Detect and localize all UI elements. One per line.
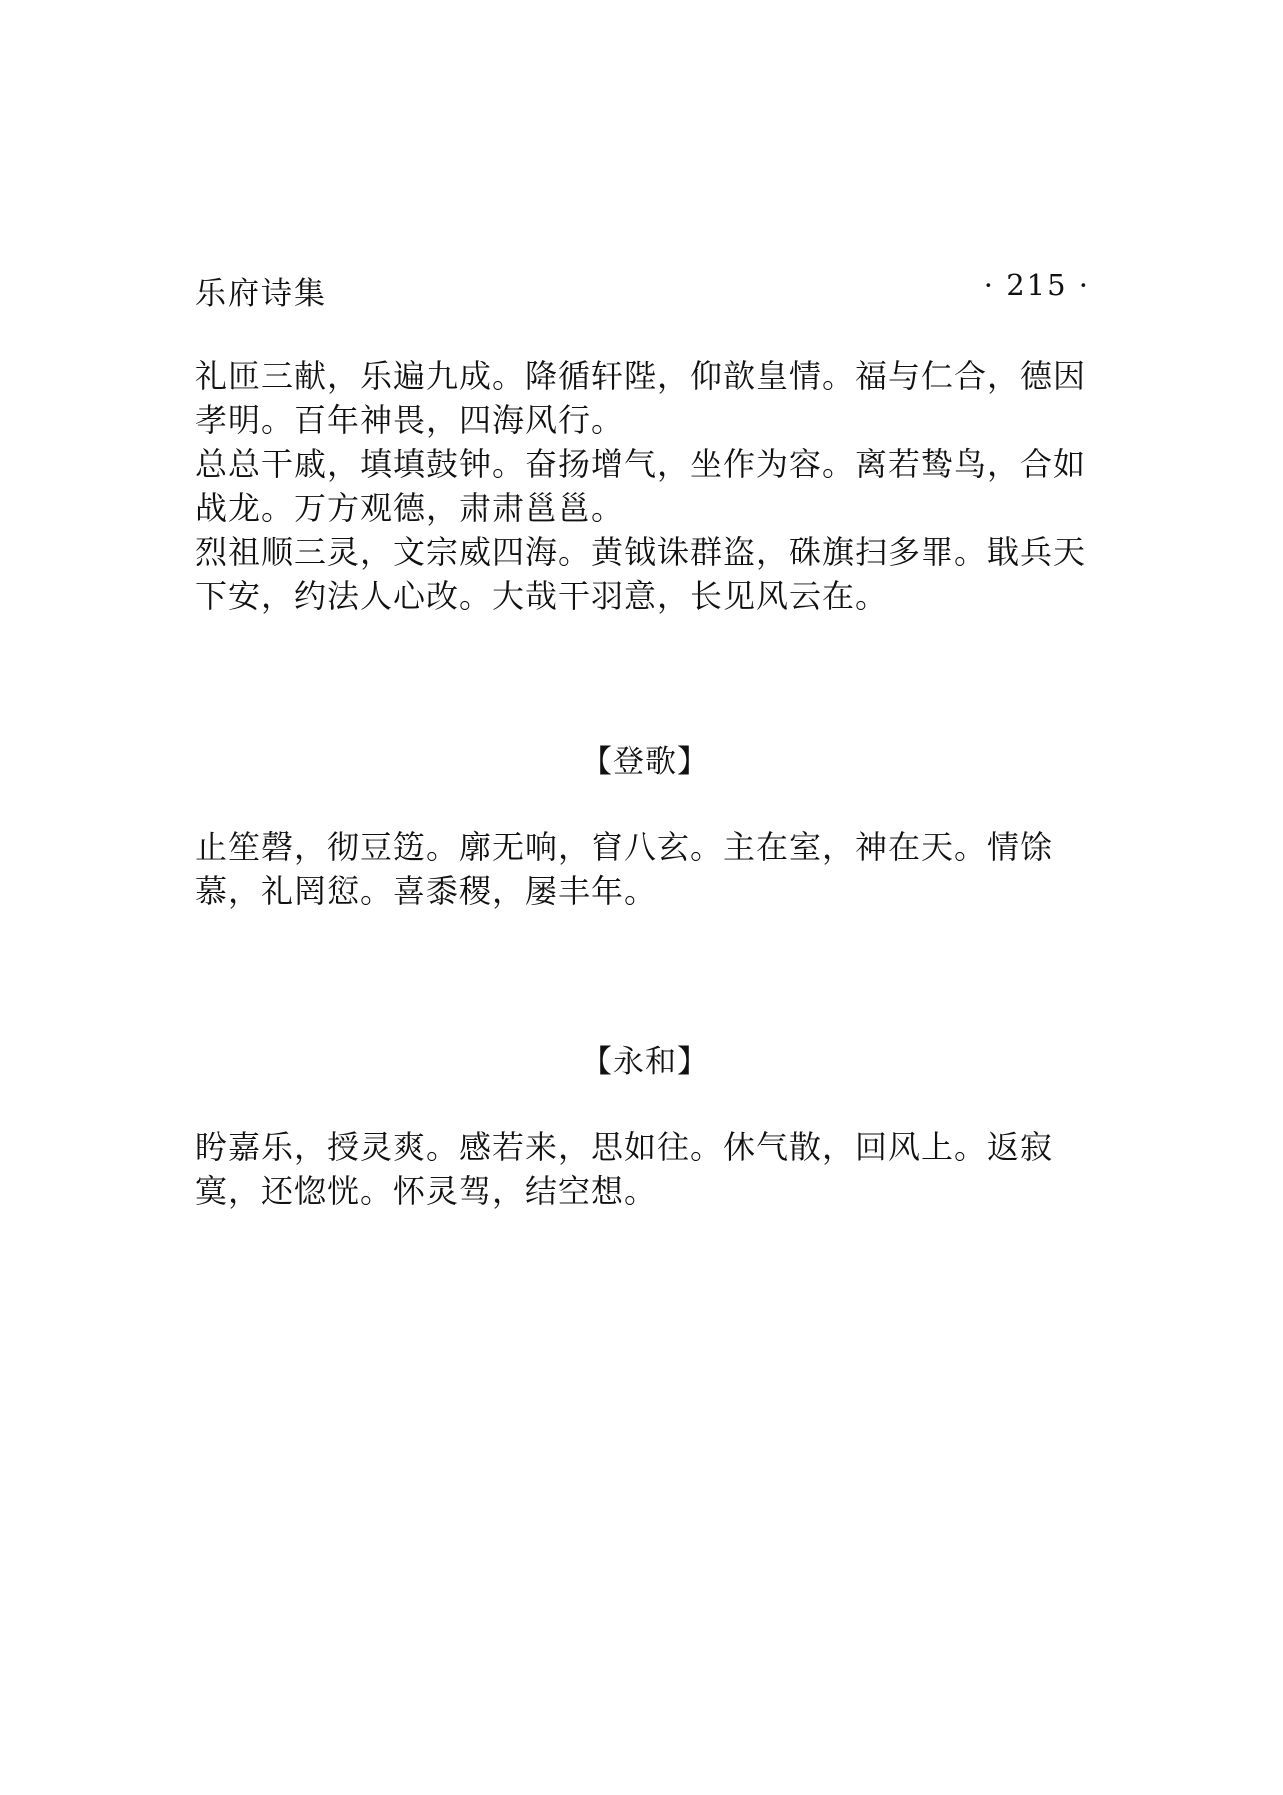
paragraph: 盻嘉乐，授灵爽。感若来，思如往。休气散，回风上。返寂寞，还惚恍。怀灵驾，结空想。 (195, 1128, 1054, 1210)
section-heading-dengge: 【登歌】 (581, 744, 709, 780)
paragraph: 烈祖顺三灵，文宗威四海。黄钺诛群盗，硃旗扫多罪。戢兵天下安，约法人心改。大哉干羽意，长见风云在。 (195, 533, 1087, 615)
poem-block-dengge (195, 825, 1110, 913)
paragraph: 总总干戚，填填鼓钟。奋扬增气，坐作为容。离若鸷鸟，合如战龙。万方观德，肃肃邕邕。 (195, 445, 1087, 527)
page-number: · 215 · (983, 268, 1090, 302)
paragraph: 礼匝三献，乐遍九成。降循轩陛，仰歆皇情。福与仁合，德因孝明。百年神畏，四海风行。 (195, 357, 1087, 439)
poem-block-opening (195, 354, 1110, 618)
paragraph: 止笙磬，彻豆笾。廓无响，窅八玄。主在室，神在天。情馀慕，礼罔愆。喜黍稷，屡丰年。 (195, 828, 1054, 910)
section-heading-yonghe: 【永和】 (581, 1044, 709, 1080)
book-title: 乐府诗集 (195, 276, 327, 312)
running-header (195, 268, 1090, 312)
poem-block-yonghe (195, 1125, 1110, 1213)
